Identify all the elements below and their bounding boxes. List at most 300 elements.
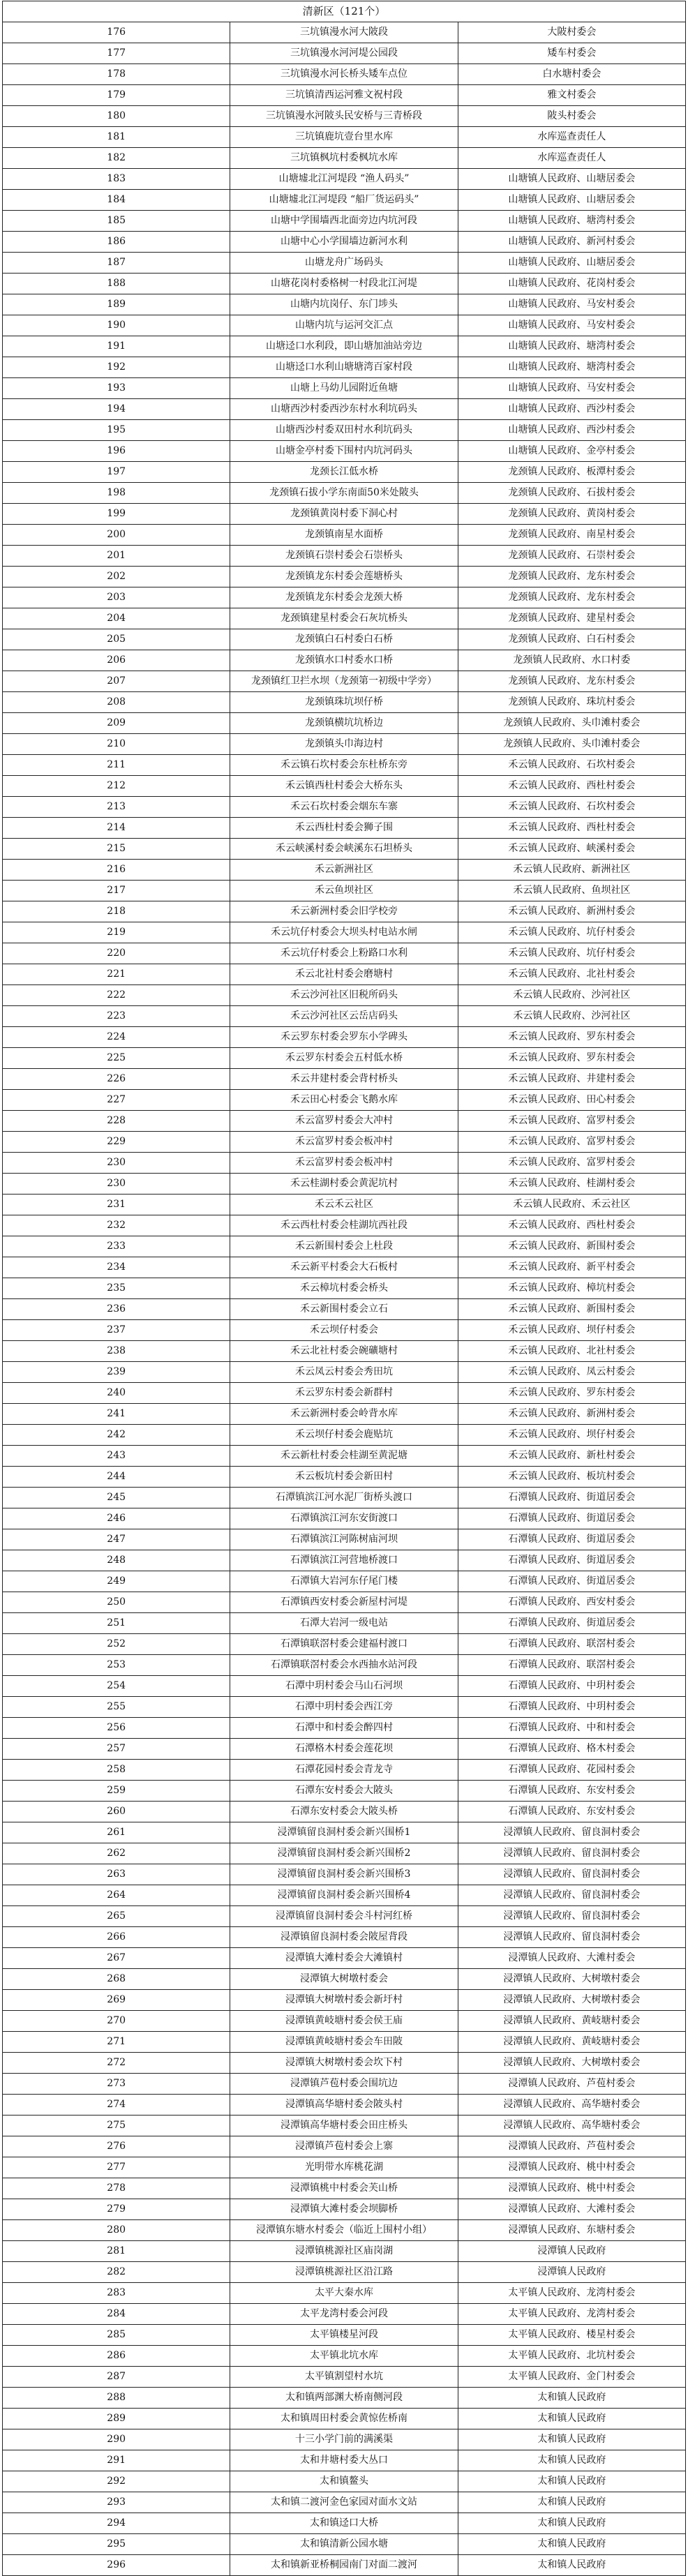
table-row <box>3 1257 686 1278</box>
row-number: 260 <box>3 1802 230 1822</box>
table-row <box>3 2074 686 2095</box>
table-row <box>3 1655 686 1676</box>
row-responsible: 龙颈镇人民政府、石拔村委会 <box>458 483 685 504</box>
row-responsible: 石潭镇人民政府、花园村委会 <box>458 1760 685 1781</box>
row-responsible: 龙颈镇人民政府、黄岗村委会 <box>458 504 685 525</box>
table-row <box>3 1864 686 1885</box>
table-row <box>3 964 686 985</box>
row-location: 山塘内坑与运河交汇点 <box>230 315 458 336</box>
row-number: 238 <box>3 1341 230 1362</box>
table-row <box>3 2325 686 2346</box>
row-responsible: 山塘镇人民政府、塘湾村委会 <box>458 211 685 232</box>
row-location: 禾云凤云村委会秀田坑 <box>230 1362 458 1383</box>
row-number: 185 <box>3 211 230 232</box>
row-location: 禾云石坎村委会烟东车寨 <box>230 797 458 818</box>
row-responsible: 石潭镇人民政府、街道居委会 <box>458 1571 685 1592</box>
row-number: 214 <box>3 818 230 839</box>
row-number: 213 <box>3 797 230 818</box>
row-location: 浸潭镇大树墩村委会 <box>230 1969 458 1990</box>
table-row <box>3 1446 686 1467</box>
table-row <box>3 985 686 1006</box>
row-number: 220 <box>3 943 230 964</box>
row-location: 禾云新洲社区 <box>230 860 458 881</box>
row-number: 240 <box>3 1383 230 1404</box>
table-row <box>3 1027 686 1048</box>
table-row <box>3 399 686 420</box>
table-row <box>3 504 686 525</box>
row-location: 三坑镇漫水河河堤公园段 <box>230 43 458 64</box>
table-row <box>3 839 686 860</box>
table-row <box>3 797 686 818</box>
table-row <box>3 169 686 190</box>
table-row <box>3 1236 686 1257</box>
row-location: 龙颈镇龙东村委会莲塘桥头 <box>230 567 458 587</box>
row-responsible: 山塘镇人民政府、山塘居委会 <box>458 190 685 211</box>
row-responsible: 石潭镇人民政府、中和村委会 <box>458 1718 685 1739</box>
row-location: 山塘西沙村委双田村水利坑码头 <box>230 420 458 441</box>
table-row <box>3 629 686 650</box>
row-location: 禾云镇西杜村委会大桥东头 <box>230 776 458 797</box>
table-row <box>3 1613 686 1634</box>
row-location: 石潭镇联滘村委会水西抽水站河段 <box>230 1655 458 1676</box>
row-location: 龙颈镇南星水面桥 <box>230 525 458 546</box>
row-number: 179 <box>3 85 230 106</box>
row-responsible: 水库巡查责任人 <box>458 148 685 169</box>
row-responsible: 矮车村委会 <box>458 43 685 64</box>
table-row <box>3 2220 686 2241</box>
row-responsible: 龙颈镇人民政府、龙东村委会 <box>458 671 685 692</box>
row-location: 三坑镇清西运河雅文祝村段 <box>230 85 458 106</box>
row-number: 194 <box>3 399 230 420</box>
row-responsible: 石潭镇人民政府、中玥村委会 <box>458 1697 685 1718</box>
row-responsible: 石潭镇人民政府、格木村委会 <box>458 1739 685 1760</box>
table-row <box>3 1111 686 1132</box>
row-responsible: 山塘镇人民政府、山塘居委会 <box>458 169 685 190</box>
row-responsible: 石潭镇人民政府、街道居委会 <box>458 1508 685 1529</box>
row-responsible: 禾云镇人民政府、罗东村委会 <box>458 1383 685 1404</box>
row-location: 禾云沙河社区旧税所码头 <box>230 985 458 1006</box>
row-location: 石潭中和村委会醉四村 <box>230 1718 458 1739</box>
row-location: 禾云鱼坝社区 <box>230 881 458 901</box>
table-row <box>3 1634 686 1655</box>
table-row <box>3 1215 686 1236</box>
table-row <box>3 22 686 43</box>
row-responsible: 禾云镇人民政府、田心村委会 <box>458 1090 685 1111</box>
row-responsible: 龙颈镇人民政府、石崇村委会 <box>458 546 685 567</box>
row-responsible: 山塘镇人民政府、新河村委会 <box>458 232 685 253</box>
row-responsible: 禾云镇人民政府、坝仔村委会 <box>458 1320 685 1341</box>
row-location: 浸潭镇芦苞村委会围坑边 <box>230 2074 458 2095</box>
table-row <box>3 1990 686 2011</box>
row-location: 太和镇新亚桥桐园南门对面二渡河 <box>230 2555 458 2576</box>
row-location: 太和镇二渡河金色家园对面水文站 <box>230 2492 458 2513</box>
row-responsible: 龙颈镇人民政府、龙东村委会 <box>458 567 685 587</box>
table-row <box>3 2095 686 2116</box>
row-location: 龙颈镇头巾海边村 <box>230 734 458 755</box>
row-number: 242 <box>3 1425 230 1446</box>
row-location: 禾云新围村委会上杜段 <box>230 1236 458 1257</box>
table-row <box>3 2178 686 2199</box>
row-number: 247 <box>3 1529 230 1550</box>
table-row <box>3 860 686 881</box>
table-row <box>3 2262 686 2283</box>
table-row <box>3 1781 686 1802</box>
table-row <box>3 1425 686 1446</box>
table-row <box>3 1132 686 1153</box>
row-responsible: 石潭镇人民政府、东安村委会 <box>458 1781 685 1802</box>
row-responsible: 太和镇人民政府 <box>458 2450 685 2471</box>
row-location: 龙颈镇石崇村委会石崇桥头 <box>230 546 458 567</box>
row-responsible: 浸潭镇人民政府、东塘村委会 <box>458 2220 685 2241</box>
row-location: 禾云板坑村委会新田村 <box>230 1467 458 1488</box>
row-number: 284 <box>3 2304 230 2325</box>
row-location: 禾云北社村委会碗礦塘村 <box>230 1341 458 1362</box>
row-number: 264 <box>3 1885 230 1906</box>
row-location: 龙颈镇白石村委白石桥 <box>230 629 458 650</box>
row-number: 193 <box>3 378 230 399</box>
row-responsible: 山塘镇人民政府、花岗村委会 <box>458 274 685 294</box>
table-title: 清新区（121个） <box>3 1 686 22</box>
row-location: 浸潭镇黄岐塘村委会侯王庙 <box>230 2011 458 2032</box>
row-number: 198 <box>3 483 230 504</box>
table-row <box>3 943 686 964</box>
row-number: 283 <box>3 2283 230 2304</box>
row-location: 禾云新围村委会立石 <box>230 1299 458 1320</box>
row-location: 禾云富罗村委会板冲村 <box>230 1153 458 1174</box>
row-location: 三坑镇鹿坑壹台里水库 <box>230 127 458 148</box>
row-location: 三坑镇漫水河长桥头矮车点位 <box>230 64 458 85</box>
row-location: 浸潭镇留良洞村委会新兴围桥3 <box>230 1864 458 1885</box>
table-row <box>3 274 686 294</box>
row-location: 禾云西杜村委会桂湖坑西社段 <box>230 1215 458 1236</box>
row-number: 233 <box>3 1236 230 1257</box>
row-location: 禾云沙河社区云岳店码头 <box>230 1006 458 1027</box>
row-location: 十三小学门前的满溪渠 <box>230 2429 458 2450</box>
row-location: 浸潭镇大滩村委会坝脚桥 <box>230 2199 458 2220</box>
row-responsible: 禾云镇人民政府、北社村委会 <box>458 1341 685 1362</box>
table-row <box>3 2555 686 2576</box>
row-number: 268 <box>3 1969 230 1990</box>
table-row <box>3 2367 686 2388</box>
table-row <box>3 671 686 692</box>
row-location: 石潭东安村委会大陂头 <box>230 1781 458 1802</box>
table-row <box>3 1948 686 1969</box>
table-row <box>3 1592 686 1613</box>
row-number: 200 <box>3 525 230 546</box>
table-row <box>3 1885 686 1906</box>
row-number: 202 <box>3 567 230 587</box>
row-location: 禾云罗东村委会罗东小学碑头 <box>230 1027 458 1048</box>
row-number: 212 <box>3 776 230 797</box>
table-row <box>3 881 686 901</box>
row-number: 237 <box>3 1320 230 1341</box>
table-row <box>3 1383 686 1404</box>
row-number: 207 <box>3 671 230 692</box>
row-location: 太和镇迳口大桥 <box>230 2513 458 2534</box>
row-responsible: 山塘镇人民政府、塘湾村委会 <box>458 336 685 357</box>
row-responsible: 太和镇人民政府 <box>458 2471 685 2492</box>
row-responsible: 太平镇人民政府、楼星村委会 <box>458 2325 685 2346</box>
row-number: 286 <box>3 2346 230 2367</box>
row-responsible: 石潭镇人民政府、街道居委会 <box>458 1613 685 1634</box>
row-responsible: 石潭镇人民政府、街道居委会 <box>458 1488 685 1508</box>
row-responsible: 浸潭镇人民政府 <box>458 2262 685 2283</box>
row-responsible: 陂头村委会 <box>458 106 685 127</box>
row-responsible: 太和镇人民政府 <box>458 2534 685 2555</box>
row-number: 217 <box>3 881 230 901</box>
table-row <box>3 2241 686 2262</box>
table-row <box>3 1969 686 1990</box>
row-responsible: 龙颈镇人民政府、水口村委 <box>458 650 685 671</box>
row-responsible: 禾云镇人民政府、西杜村委会 <box>458 1215 685 1236</box>
row-number: 229 <box>3 1132 230 1153</box>
row-location: 石潭镇西安村委会新屋村河堤 <box>230 1592 458 1613</box>
table-row <box>3 818 686 839</box>
row-location: 浸潭镇留良洞村委会陂屋背段 <box>230 1927 458 1948</box>
row-responsible: 禾云镇人民政府、坑仔村委会 <box>458 922 685 943</box>
row-responsible: 太平镇人民政府、金门村委会 <box>458 2367 685 2388</box>
row-number: 267 <box>3 1948 230 1969</box>
row-number: 227 <box>3 1090 230 1111</box>
table-row <box>3 1571 686 1592</box>
row-number: 182 <box>3 148 230 169</box>
table-row <box>3 211 686 232</box>
row-responsible: 禾云镇人民政府、石坎村委会 <box>458 755 685 776</box>
row-number: 254 <box>3 1676 230 1697</box>
row-responsible: 禾云镇人民政府、新围村委会 <box>458 1299 685 1320</box>
table-row <box>3 2429 686 2450</box>
row-number: 192 <box>3 357 230 378</box>
row-responsible: 浸潭镇人民政府、大滩村委会 <box>458 2199 685 2220</box>
row-number: 276 <box>3 2136 230 2157</box>
row-number: 235 <box>3 1278 230 1299</box>
row-number: 256 <box>3 1718 230 1739</box>
table-row <box>3 232 686 253</box>
row-number: 224 <box>3 1027 230 1048</box>
row-number: 191 <box>3 336 230 357</box>
table-row <box>3 336 686 357</box>
row-responsible: 禾云镇人民政府、北社村委会 <box>458 964 685 985</box>
row-location: 禾云罗东村委会新群村 <box>230 1383 458 1404</box>
row-number: 296 <box>3 2555 230 2576</box>
row-location: 山塘中心小学围墙边新河水利 <box>230 232 458 253</box>
row-number: 228 <box>3 1111 230 1132</box>
row-number: 205 <box>3 629 230 650</box>
row-location: 山塘迳口水利山塘塘湾百家村段 <box>230 357 458 378</box>
table-row <box>3 483 686 504</box>
row-number: 293 <box>3 2492 230 2513</box>
table-row <box>3 462 686 483</box>
row-responsible: 禾云镇人民政府、新洲社区 <box>458 860 685 881</box>
row-responsible: 太和镇人民政府 <box>458 2492 685 2513</box>
row-location: 太平龙湾村委会河段 <box>230 2304 458 2325</box>
row-location: 太和镇两部渊大桥南侧河段 <box>230 2388 458 2409</box>
table-row <box>3 378 686 399</box>
row-number: 201 <box>3 546 230 567</box>
table-row <box>3 1048 686 1069</box>
row-location: 太和镇周田村委会黄惊佐桥南 <box>230 2409 458 2429</box>
row-location: 山塘迳口水利段，即山塘加油站旁边 <box>230 336 458 357</box>
table-row <box>3 2304 686 2325</box>
table-row <box>3 43 686 64</box>
row-number: 252 <box>3 1634 230 1655</box>
row-number: 282 <box>3 2262 230 2283</box>
row-location: 山塘中学围墙西北面旁边内坑河段 <box>230 211 458 232</box>
row-responsible: 山塘镇人民政府、西沙村委会 <box>458 420 685 441</box>
table-row <box>3 546 686 567</box>
table-row <box>3 1802 686 1822</box>
table-row <box>3 2388 686 2409</box>
row-number: 294 <box>3 2513 230 2534</box>
table-row <box>3 127 686 148</box>
row-number: 258 <box>3 1760 230 1781</box>
table-row <box>3 1006 686 1027</box>
table-row <box>3 713 686 734</box>
row-responsible: 石潭镇人民政府、联滘村委会 <box>458 1634 685 1655</box>
row-location: 禾云罗东村委会五村低水桥 <box>230 1048 458 1069</box>
row-responsible: 浸潭镇人民政府、桃中村委会 <box>458 2157 685 2178</box>
table-row <box>3 2157 686 2178</box>
row-responsible: 太平镇人民政府、北坑村委会 <box>458 2346 685 2367</box>
row-location: 禾云坑仔村委会上粉路口水利 <box>230 943 458 964</box>
row-number: 287 <box>3 2367 230 2388</box>
row-number: 281 <box>3 2241 230 2262</box>
row-location: 山塘西沙村委西沙东村水利坑码头 <box>230 399 458 420</box>
row-number: 253 <box>3 1655 230 1676</box>
row-responsible: 禾云镇人民政府、新杜村委会 <box>458 1446 685 1467</box>
row-responsible: 太和镇人民政府 <box>458 2429 685 2450</box>
row-responsible: 禾云镇人民政府、坑仔村委会 <box>458 943 685 964</box>
row-number: 208 <box>3 692 230 713</box>
row-location: 浸潭镇高华塘村委会陂头村 <box>230 2095 458 2116</box>
row-number: 211 <box>3 755 230 776</box>
row-responsible: 大陂村委会 <box>458 22 685 43</box>
row-location: 浸潭镇芦苞村委会上寨 <box>230 2136 458 2157</box>
row-location: 龙颈镇横坑坑桥边 <box>230 713 458 734</box>
table-row <box>3 1090 686 1111</box>
row-responsible: 石潭镇人民政府、中玥村委会 <box>458 1676 685 1697</box>
row-responsible: 太和镇人民政府 <box>458 2513 685 2534</box>
row-responsible: 浸潭镇人民政府 <box>458 2241 685 2262</box>
table-row <box>3 1195 686 1215</box>
table-row <box>3 1488 686 1508</box>
table-row <box>3 315 686 336</box>
row-location: 龙颈镇珠坑坝仔桥 <box>230 692 458 713</box>
row-location: 禾云新洲村委会岭背水库 <box>230 1404 458 1425</box>
row-responsible: 石潭镇人民政府、西安村委会 <box>458 1592 685 1613</box>
row-location: 太和镇清新公园水塘 <box>230 2534 458 2555</box>
row-location: 龙颈镇红卫拦水坝（龙颈第一初级中学旁） <box>230 671 458 692</box>
row-location: 三坑镇漫水河大陂段 <box>230 22 458 43</box>
row-responsible: 龙颈镇人民政府、头巾滩村委会 <box>458 734 685 755</box>
row-number: 204 <box>3 608 230 629</box>
row-responsible: 石潭镇人民政府、东安村委会 <box>458 1802 685 1822</box>
row-number: 186 <box>3 232 230 253</box>
row-responsible: 石潭镇人民政府、联滘村委会 <box>458 1655 685 1676</box>
table-row <box>3 2116 686 2136</box>
table-row <box>3 1529 686 1550</box>
table-row <box>3 2011 686 2032</box>
row-number: 244 <box>3 1467 230 1488</box>
table-row <box>3 1843 686 1864</box>
row-responsible: 龙颈镇人民政府、建星村委会 <box>458 608 685 629</box>
row-number: 226 <box>3 1069 230 1090</box>
row-location: 禾云富罗村委会板冲村 <box>230 1132 458 1153</box>
row-number: 210 <box>3 734 230 755</box>
table-row <box>3 85 686 106</box>
row-location: 龙颈镇建星村委会石灰坑桥头 <box>230 608 458 629</box>
row-location: 浸潭镇大滩村委会大滩镇村 <box>230 1948 458 1969</box>
row-location: 光明带水库桃花湖 <box>230 2157 458 2178</box>
row-responsible: 龙颈镇人民政府、珠坑村委会 <box>458 692 685 713</box>
table-row <box>3 1362 686 1383</box>
row-number: 234 <box>3 1257 230 1278</box>
row-responsible: 石潭镇人民政府、街道居委会 <box>458 1550 685 1571</box>
row-responsible: 禾云镇人民政府、富罗村委会 <box>458 1132 685 1153</box>
table-row <box>3 1718 686 1739</box>
row-number: 292 <box>3 2471 230 2492</box>
row-responsible: 禾云镇人民政府、井建村委会 <box>458 1069 685 1090</box>
row-location: 太平镇楼星河段 <box>230 2325 458 2346</box>
row-responsible: 禾云镇人民政府、禾云社区 <box>458 1195 685 1215</box>
table-row <box>3 650 686 671</box>
row-responsible: 浸潭镇人民政府、桃中村委会 <box>458 2178 685 2199</box>
row-location: 禾云禾云社区 <box>230 1195 458 1215</box>
row-responsible: 禾云镇人民政府、板坑村委会 <box>458 1467 685 1488</box>
row-location: 石潭东安村委会大陂头桥 <box>230 1802 458 1822</box>
row-number: 248 <box>3 1550 230 1571</box>
table-row <box>3 1069 686 1090</box>
row-number: 236 <box>3 1299 230 1320</box>
row-number: 187 <box>3 253 230 274</box>
table-row <box>3 190 686 211</box>
row-number: 289 <box>3 2409 230 2429</box>
row-number: 206 <box>3 650 230 671</box>
row-responsible: 禾云镇人民政府、西杜村委会 <box>458 776 685 797</box>
table-row <box>3 901 686 922</box>
table-row <box>3 1467 686 1488</box>
row-number: 225 <box>3 1048 230 1069</box>
row-number: 209 <box>3 713 230 734</box>
row-responsible: 浸潭镇人民政府、大滩村委会 <box>458 1948 685 1969</box>
row-responsible: 龙颈镇人民政府、板潭村委会 <box>458 462 685 483</box>
table-row <box>3 2283 686 2304</box>
row-responsible: 禾云镇人民政府、鱼坝社区 <box>458 881 685 901</box>
row-number: 221 <box>3 964 230 985</box>
table-row <box>3 1299 686 1320</box>
row-location: 浸潭镇大树墩村委会坎下村 <box>230 2053 458 2074</box>
row-responsible: 石潭镇人民政府、街道居委会 <box>458 1529 685 1550</box>
row-location: 石潭镇滨江河陈树庙河坝 <box>230 1529 458 1550</box>
table-row <box>3 1739 686 1760</box>
row-responsible: 浸潭镇人民政府、大树墩村委会 <box>458 1969 685 1990</box>
table-row <box>3 2409 686 2429</box>
row-number: 188 <box>3 274 230 294</box>
table-row <box>3 64 686 85</box>
row-location: 太平镇割望村水坑 <box>230 2367 458 2388</box>
table-row <box>3 1174 686 1195</box>
row-responsible: 禾云镇人民政府、罗东村委会 <box>458 1027 685 1048</box>
row-responsible: 禾云镇人民政府、富罗村委会 <box>458 1111 685 1132</box>
row-responsible: 山塘镇人民政府、金亭村委会 <box>458 441 685 462</box>
row-number: 178 <box>3 64 230 85</box>
row-location: 禾云新洲村委会旧学校旁 <box>230 901 458 922</box>
table-row <box>3 1550 686 1571</box>
table-row <box>3 922 686 943</box>
row-number: 273 <box>3 2074 230 2095</box>
row-responsible: 禾云镇人民政府、新围村委会 <box>458 1236 685 1257</box>
row-location: 石潭镇大岩河东仔尾门楼 <box>230 1571 458 1592</box>
